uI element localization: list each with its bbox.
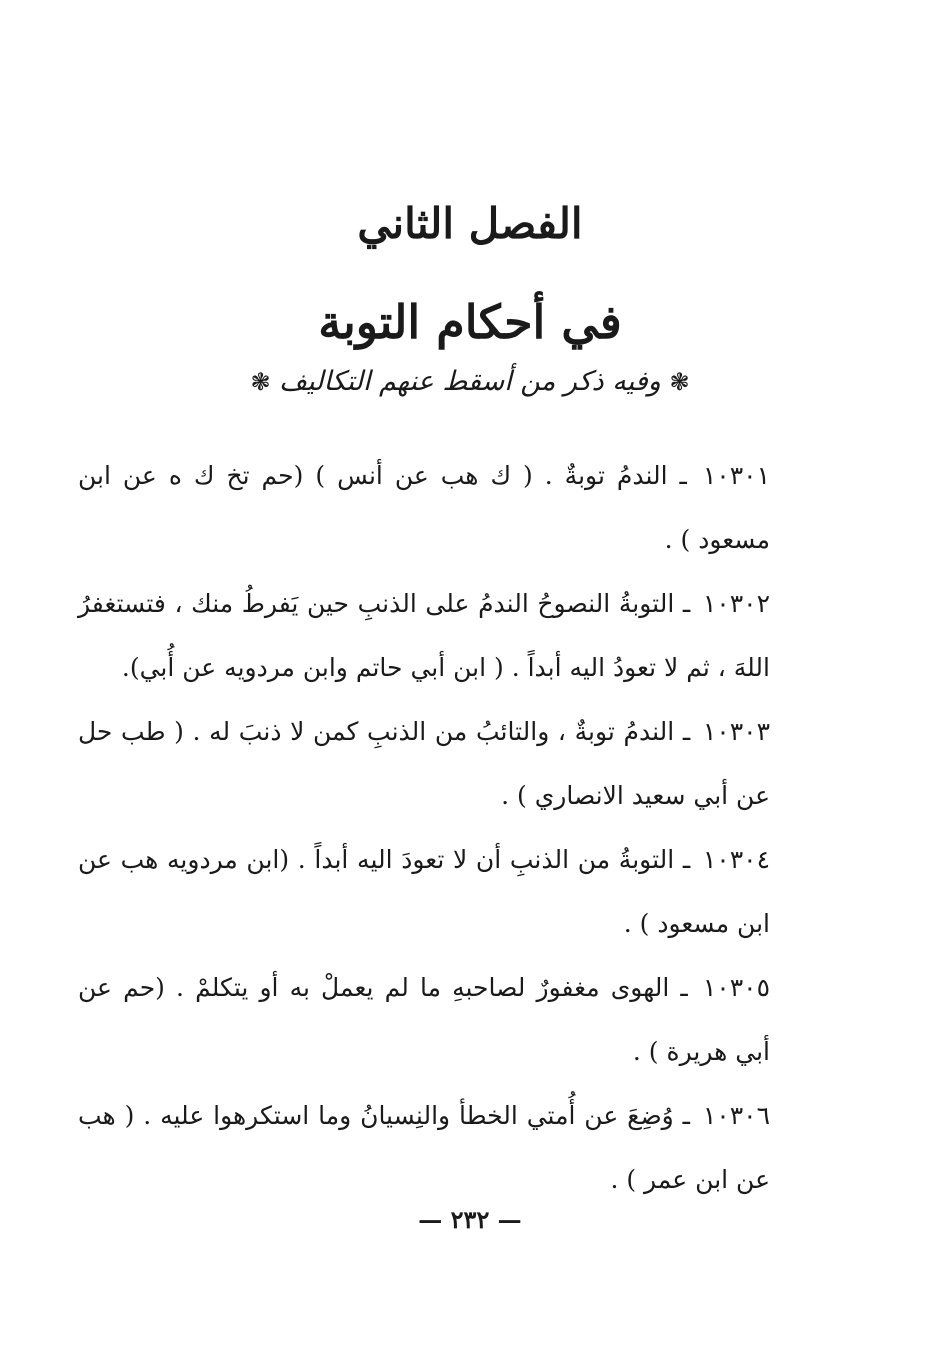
hadith-entry [78, 700, 770, 828]
hadith-number: ١٠٣٠٢ [702, 589, 770, 618]
page-number: — ٢٣٢ — [418, 1205, 522, 1234]
ornament-left-icon: ❃ [250, 368, 271, 396]
hadith-text: ـ وُضِعَ عن أُمتي الخطأ والنِسيانُ وما استكرهوا عليه . ( هب عن ابن عمر ) . [78, 1101, 770, 1194]
hadith-entry [78, 444, 770, 572]
hadith-number: ١٠٣٠١ [702, 461, 771, 490]
hadith-number: ١٠٣٠٣ [702, 717, 770, 746]
subtitle-text: وفيه ذكر من أسقط عنهم التكاليف [279, 366, 661, 397]
hadith-entry [78, 572, 770, 700]
hadith-text: ـ التوبةُ النصوحُ الندمُ على الذنبِ حين يَفرطُ منك ، فتستغفرُ اللهَ ، ثم لا تعودُ اليه أبداً . ( ابن أبي حاتم وابن مردويه عن أُبي). [78, 589, 770, 682]
hadith-text: ـ الهوى مغفورٌ لصاحبهِ ما لم يعملْ به أو يتكلمْ . (حم عن أبي هريرة ) . [78, 973, 770, 1066]
hadith-number: ١٠٣٠٤ [702, 845, 770, 874]
hadith-number: ١٠٣٠٥ [702, 973, 770, 1002]
hadith-text: ـ الندمُ توبةٌ . ( ك هب عن أنس ) (حم تخ ك ه عن ابن مسعود ) . [78, 461, 770, 554]
hadith-number: ١٠٣٠٦ [702, 1101, 771, 1130]
hadith-entry [78, 956, 770, 1084]
hadith-text: ـ التوبةُ من الذنبِ أن لا تعودَ اليه أبداً . (ابن مردويه هب عن ابن مسعود ) . [78, 845, 770, 938]
ornament-right-icon: ❃ [669, 368, 690, 396]
section-title: في أحكام التوبة [318, 295, 622, 349]
section-subtitle [0, 360, 940, 404]
hadith-list [78, 444, 770, 1212]
hadith-entry [78, 828, 770, 956]
hadith-text: ـ الندمُ توبةٌ ، والتائبُ من الذنبِ كمن لا ذنبَ له . ( طب حل عن أبي سعيد الانصاري ) . [78, 717, 770, 810]
chapter-title: الفصل الثاني [357, 199, 583, 248]
hadith-entry [78, 1084, 770, 1212]
